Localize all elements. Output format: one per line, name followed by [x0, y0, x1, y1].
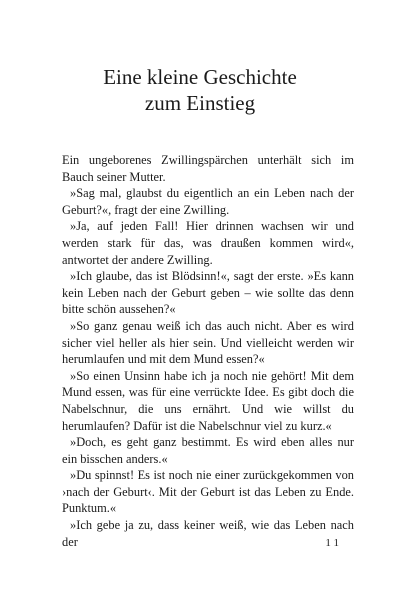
paragraph: »Ja, auf jeden Fall! Hier drinnen wachsen wir und werden stark für das, was draußen kommen wird«, antwortet der andere Zwilling.: [62, 219, 354, 267]
chapter-title-line-2: zum Einstieg: [144, 91, 256, 115]
paragraph: »Du spinnst! Es ist noch nie einer zurückgekommen von ›nach der Geburt‹. Mit der Geburt ist das Leben zu Ende. Punktum.«: [62, 468, 354, 516]
paragraph: »Sag mal, glaubst du eigentlich an ein Leben nach der Geburt?«, fragt der eine Zwilling.: [62, 186, 354, 217]
paragraph: Ein ungeborenes Zwillingspärchen unterhält sich im Bauch seiner Mutter.: [62, 153, 354, 184]
story-text: [62, 152, 354, 550]
page-number: 11: [325, 537, 342, 549]
paragraph: »So einen Unsinn habe ich ja noch nie gehört! Mit dem Mund essen, was für eine verrückte Idee. Es gibt doch die Nabelschnur, die uns ernährt. Und wie willst du herumlaufen? Dafür ist die Nabelschnur viel zu kurz.«: [62, 368, 354, 433]
paragraph: »So ganz genau weiß ich das auch nicht. Aber es wird sicher viel heller als hier sein. Und vielleicht werden wir herumlaufen und mit dem Mund essen?«: [62, 318, 354, 367]
paragraph: »Doch, es geht ganz bestimmt. Es wird eben alles nur ein bisschen anders.«: [62, 435, 354, 466]
chapter-title-line-1: Eine kleine Geschichte: [103, 65, 297, 89]
chapter-title: [50, 64, 350, 116]
paragraph: »Ich gebe ja zu, dass keiner weiß, wie das Leben nach der: [62, 518, 354, 549]
paragraph: »Ich glaube, das ist Blödsinn!«, sagt der erste. »Es kann kein Leben nach der Geburt geben – wie sollte das denn bitte schön aussehen?«: [62, 269, 354, 317]
